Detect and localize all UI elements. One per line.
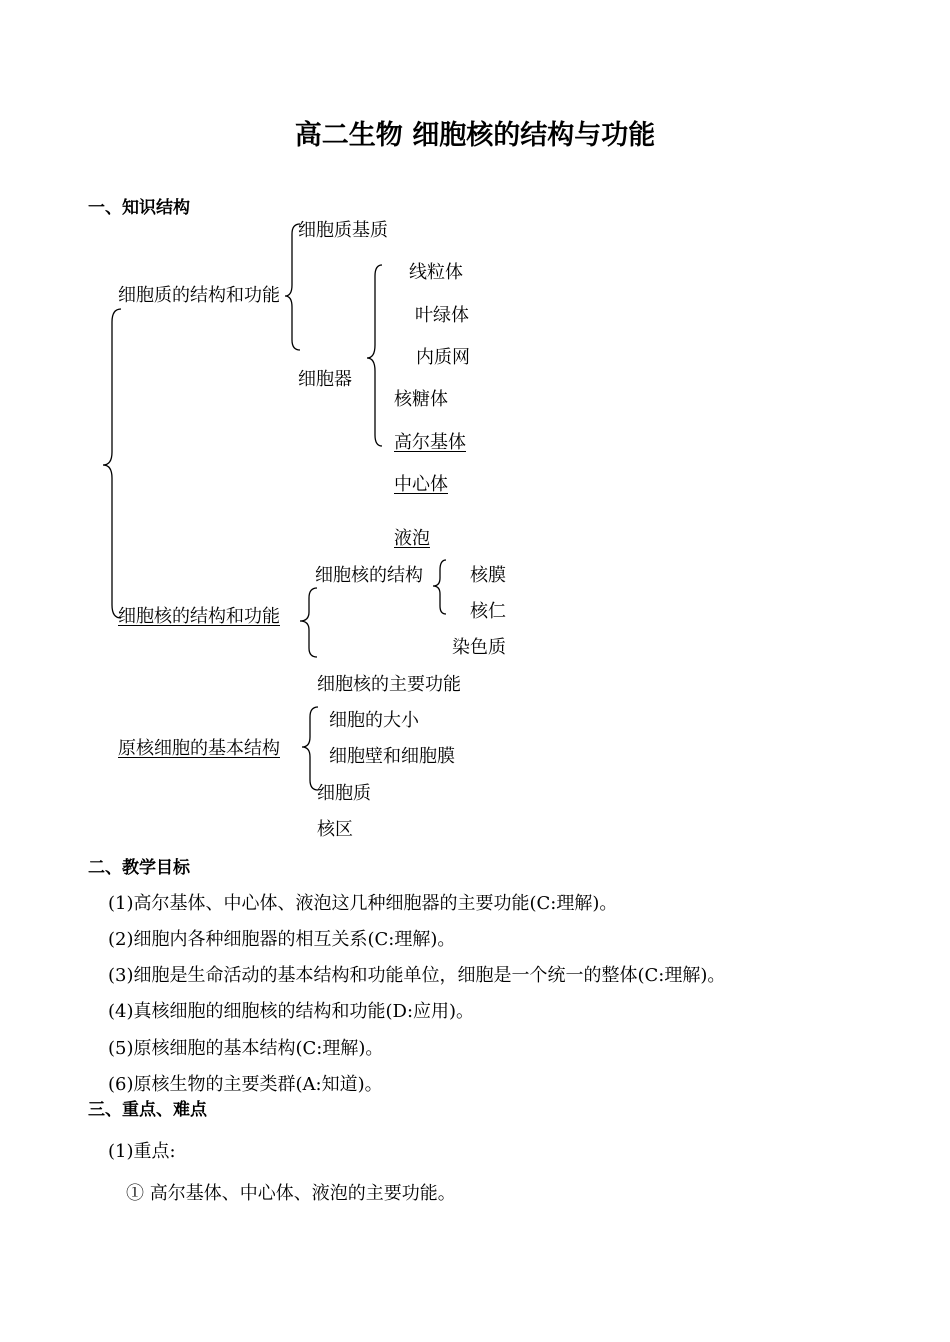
organelle-item: 叶绿体 — [415, 305, 469, 326]
goal-item: (3)细胞是生命活动的基本结构和功能单位，细胞是一个统一的整体(C:理解)。 — [108, 965, 726, 986]
brace-cytoplasm — [285, 224, 300, 350]
prokaryote-part-item: 核区 — [317, 819, 353, 840]
brace-nucleus — [300, 588, 317, 657]
goal-item: (1)高尔基体、中心体、液泡这几种细胞器的主要功能(C:理解)。 — [108, 893, 618, 914]
organelle-item: 液泡 — [394, 528, 430, 549]
nucleus-part-item: 染色质 — [452, 637, 506, 658]
key-point-subheading: (1)重点: — [108, 1141, 176, 1162]
goal-item: (6)原核生物的主要类群(A:知道)。 — [108, 1074, 383, 1095]
organelle-item: 核糖体 — [394, 389, 448, 410]
organelle-item: 线粒体 — [409, 262, 463, 283]
section-heading-teaching-goals: 二、教学目标 — [88, 858, 190, 878]
page-title: 高二生物 细胞核的结构与功能 — [294, 120, 656, 151]
cytoplasm-matrix-label: 细胞质基质 — [298, 220, 388, 241]
nucleus-function-label: 细胞核的主要功能 — [317, 674, 461, 695]
goal-item: (4)真核细胞的细胞核的结构和功能(D:应用)。 — [108, 1001, 475, 1022]
brace-prokaryote — [302, 707, 318, 790]
organelle-item: 高尔基体 — [394, 432, 466, 453]
organelle-item: 中心体 — [394, 474, 448, 495]
cytoplasm-structure-label: 细胞质的结构和功能 — [118, 285, 280, 306]
brace-nucleus-structure — [433, 560, 446, 614]
nucleus-part-item: 核膜 — [470, 565, 506, 586]
section-heading-key-points: 三、重点、难点 — [88, 1100, 207, 1120]
nucleus-structure-function-label: 细胞核的结构和功能 — [118, 606, 280, 627]
nucleus-structure-label: 细胞核的结构 — [315, 565, 423, 586]
section-heading-knowledge-structure: 一、知识结构 — [88, 198, 190, 218]
prokaryote-part-item: 细胞的大小 — [329, 710, 419, 731]
goal-item: (2)细胞内各种细胞器的相互关系(C:理解)。 — [108, 929, 456, 950]
brace-main — [103, 309, 121, 618]
prokaryote-part-item: 细胞质 — [317, 783, 371, 804]
key-point-item: ① 高尔基体、中心体、液泡的主要功能。 — [126, 1183, 456, 1204]
nucleus-part-item: 核仁 — [470, 601, 506, 622]
prokaryote-structure-label: 原核细胞的基本结构 — [118, 738, 280, 759]
organelle-item: 内质网 — [416, 347, 470, 368]
goal-item: (5)原核细胞的基本结构(C:理解)。 — [108, 1038, 384, 1059]
brace-organelles — [367, 265, 382, 446]
organelles-label: 细胞器 — [298, 369, 352, 390]
prokaryote-part-item: 细胞壁和细胞膜 — [329, 746, 455, 767]
